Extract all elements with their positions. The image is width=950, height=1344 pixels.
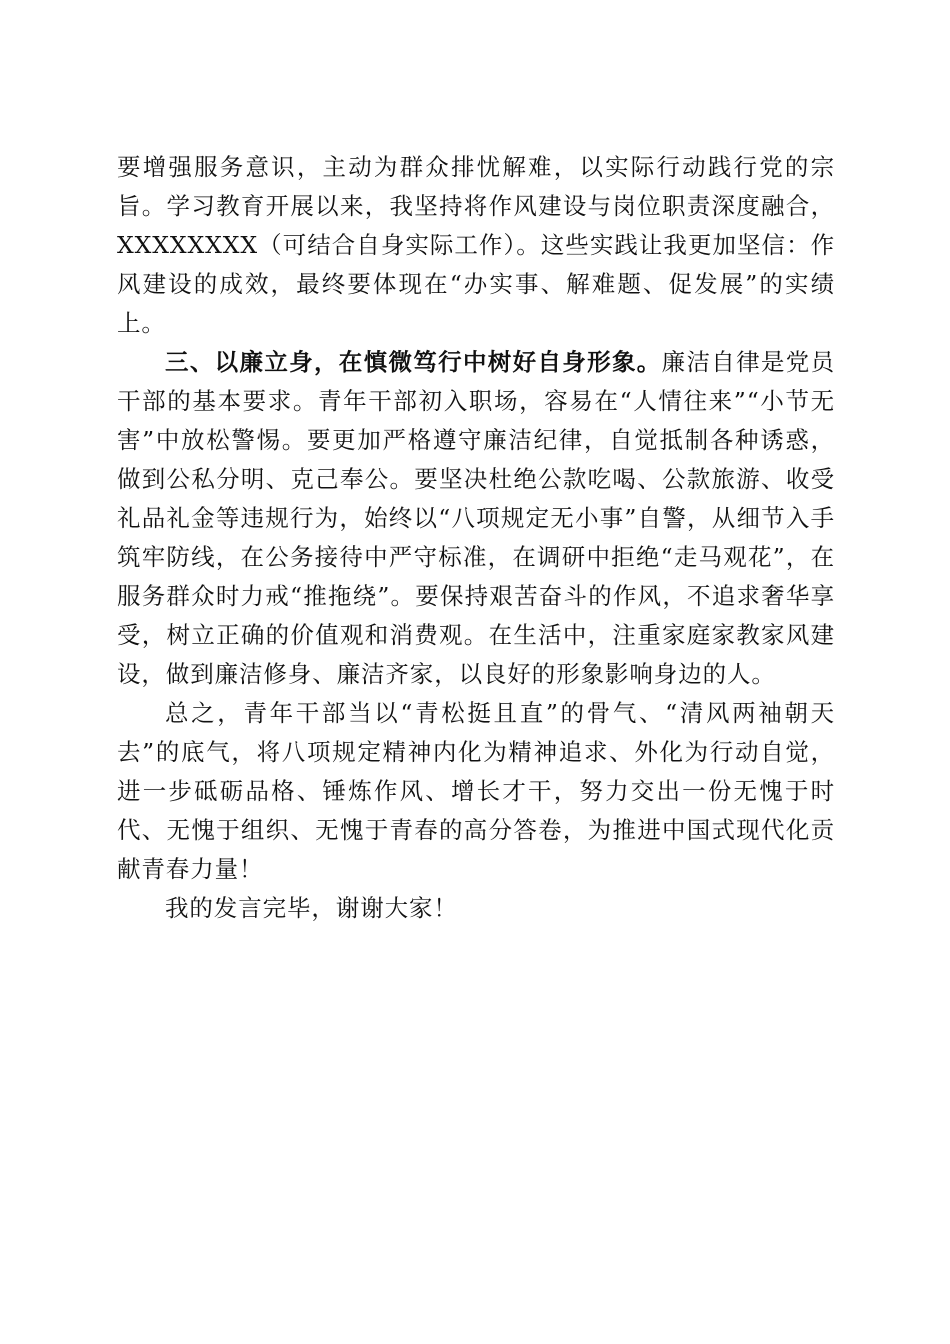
document-body [117,148,835,928]
paragraph-continuation: 要增强服务意识，主动为群众排忧解难，以实际行动践行党的宗旨。学习教育开展以来，我坚持将作风建设与岗位职责深度融合，XXXXXXXX（可结合自身实际工作）。这些实践让我更加坚信：作风建设的成效，最终要体现在“办实事、解难题、促发展”的实绩上。 [117,153,835,337]
section-body: 廉洁自律是党员干部的基本要求。青年干部初入职场，容易在“人情往来”“小节无害”中放松警惕。要更加严格遵守廉洁纪律，自觉抵制各种诱惑，做到公私分明、克己奉公。要坚决杜绝公款吃喝、公款旅游、收受礼品礼金等违规行为，始终以“八项规定无小事”自警，从细节入手筑牢防线，在公务接待中严守标准，在调研中拒绝“走马观花”，在服务群众时力戒“推拖绕”。要保持艰苦奋斗的作风，不追求奢华享受，树立正确的价值观和消费观。在生活中，注重家庭家教家风建设，做到廉洁修身、廉洁齐家，以良好的形象影响身边的人。 [117,348,835,688]
paragraph-section-3 [117,343,835,694]
paragraph-conclusion: 总之，青年干部当以“青松挺且直”的骨气、“清风两袖朝天去”的底气，将八项规定精神内化为精神追求、外化为行动自觉，进一步砥砺品格、锤炼作风、增长才干，努力交出一份无愧于时代、无愧于组织、无愧于青春的高分答卷，为推进中国式现代化贡献青春力量！ [117,699,835,883]
section-heading: 三、以廉立身，在慎微笃行中树好自身形象。 [165,348,662,376]
paragraph-closing: 我的发言完毕，谢谢大家！ [165,894,458,922]
